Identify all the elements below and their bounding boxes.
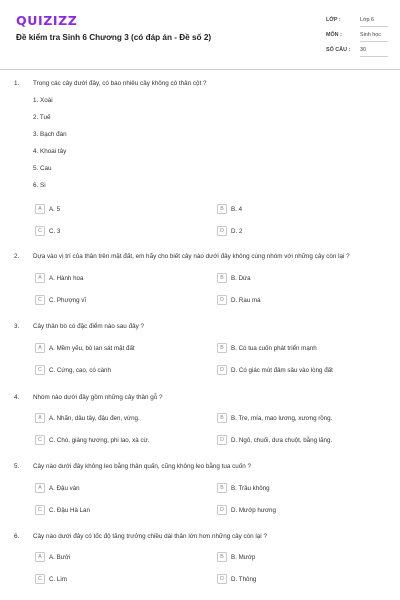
question-text: Dựa vào vị trí của thân trên mặt đất, em hãy cho biết cây nào dưới đây không cùng nhóm với những cây còn lại ? bbox=[33, 253, 350, 260]
option-text: A. Nhãn, dâu tây, đậu đen, vừng. bbox=[49, 414, 140, 422]
option-letter-box: B bbox=[217, 552, 227, 562]
option-letter-box: D bbox=[217, 295, 227, 305]
option-letter-box: B bbox=[217, 343, 227, 353]
option-text: D. 2 bbox=[231, 227, 243, 235]
page-header bbox=[0, 0, 400, 68]
option-text: A. Bưởi bbox=[49, 553, 71, 561]
option-letter-box: D bbox=[217, 435, 227, 445]
question-text: Trong các cây dưới đây, có bao nhiêu cây không có thân cột ? bbox=[33, 80, 207, 87]
meta-subject-value: Sinh học bbox=[360, 32, 381, 38]
option-letter-box: D bbox=[217, 226, 227, 236]
option-text: D. Mướp hương bbox=[231, 506, 276, 514]
option-letter-box: A bbox=[35, 273, 45, 283]
option-text: B. Mướp bbox=[231, 553, 256, 561]
header-divider bbox=[0, 69, 400, 70]
option-letter-box: C bbox=[35, 505, 45, 515]
option-letter-box: C bbox=[35, 574, 45, 584]
option-letter-box: B bbox=[217, 483, 227, 493]
list-item: 3. Bạch đàn bbox=[33, 131, 67, 138]
question-number: 5. bbox=[14, 463, 20, 470]
meta-subject bbox=[326, 32, 388, 46]
question-text: Cây nào dưới đây có tốc độ tăng trưởng chiều dài thân lớn hơn những cây còn lại ? bbox=[33, 533, 267, 540]
meta-grade-value: Lớp 6 bbox=[360, 17, 375, 23]
option-letter-box: C bbox=[35, 226, 45, 236]
meta-subject-underline bbox=[360, 41, 388, 42]
option-text: C. Đậu Hà Lan bbox=[49, 506, 90, 514]
option-letter-box: A bbox=[35, 343, 45, 353]
meta-question-count bbox=[326, 47, 388, 61]
page-title: Đề kiểm tra Sinh 6 Chương 3 (có đáp án - Đề số 2) bbox=[16, 33, 212, 42]
option-text: A. 5 bbox=[49, 205, 61, 213]
option-text: A. Hành hoa bbox=[49, 274, 84, 282]
option-letter-box: A bbox=[35, 552, 45, 562]
option-letter-box: D bbox=[217, 365, 227, 375]
list-item: 6. Si bbox=[33, 182, 46, 189]
option-text: C. Phượng vĩ bbox=[49, 296, 87, 304]
option-text: D. Rau má bbox=[231, 296, 261, 304]
option-letter-box: D bbox=[217, 505, 227, 515]
list-item: 1. Xoài bbox=[33, 97, 53, 104]
option-letter-box: A bbox=[35, 413, 45, 423]
option-letter-box: A bbox=[35, 483, 45, 493]
question-text: Cây nào dưới đây không leo bằng thân quấn, cũng không leo bằng tua cuốn ? bbox=[33, 463, 252, 470]
option-text: C. 3 bbox=[49, 227, 61, 235]
question-number: 4. bbox=[14, 394, 20, 401]
option-text: D. Có giác mút đâm sâu vào lòng đất bbox=[231, 366, 333, 374]
question-number: 6. bbox=[14, 533, 20, 540]
option-text: A. Mềm yếu, bò lan sát mặt đất bbox=[49, 344, 135, 352]
question-text: Cây thân bò có đặc điểm nào sau đây ? bbox=[33, 323, 144, 330]
meta-count-value: 30 bbox=[360, 47, 366, 53]
option-letter-box: A bbox=[35, 204, 45, 214]
option-letter-box: C bbox=[35, 295, 45, 305]
option-text: D. Thông bbox=[231, 575, 257, 583]
meta-grade-underline bbox=[360, 26, 388, 27]
option-letter-box: B bbox=[217, 413, 227, 423]
option-text: B. Trầu không bbox=[231, 484, 270, 492]
question-number: 1. bbox=[14, 80, 20, 87]
option-letter-box: D bbox=[217, 574, 227, 584]
option-text: D. Ngô, chuối, dưa chuột, bằng lăng. bbox=[231, 436, 333, 444]
option-text: C. Cứng, cao, có cành bbox=[49, 366, 111, 374]
list-item: 4. Khoai tây bbox=[33, 148, 67, 155]
question-number: 2. bbox=[14, 253, 20, 260]
list-item: 5. Cau bbox=[33, 165, 52, 172]
meta-subject-label: MÔN : bbox=[326, 32, 342, 38]
option-text: C. Chò, giáng hương, phi lao, xà cừ. bbox=[49, 436, 150, 444]
option-text: B. Có tua cuốn phát triển mạnh bbox=[231, 344, 317, 352]
question-number: 3. bbox=[14, 323, 20, 330]
quizizz-logo: QUIZIZZ bbox=[16, 13, 78, 28]
meta-grade-label: LỚP : bbox=[326, 17, 341, 23]
option-text: B. Tre, mía, mao lương, xương rồng. bbox=[231, 414, 333, 422]
meta-count-underline bbox=[360, 56, 388, 57]
option-text: B. 4 bbox=[231, 205, 243, 213]
meta-grade bbox=[326, 17, 388, 31]
option-text: A. Đậu ván bbox=[49, 484, 80, 492]
meta-count-label: SỐ CÂU : bbox=[326, 47, 351, 53]
option-letter-box: B bbox=[217, 204, 227, 214]
option-letter-box: C bbox=[35, 435, 45, 445]
option-text: B. Dứa bbox=[231, 274, 251, 282]
option-letter-box: C bbox=[35, 365, 45, 375]
question-text: Nhóm nào dưới đây gồm những cây thân gỗ ? bbox=[33, 394, 163, 401]
list-item: 2. Tuế bbox=[33, 114, 51, 121]
option-letter-box: B bbox=[217, 273, 227, 283]
option-text: C. Lim bbox=[49, 575, 67, 583]
